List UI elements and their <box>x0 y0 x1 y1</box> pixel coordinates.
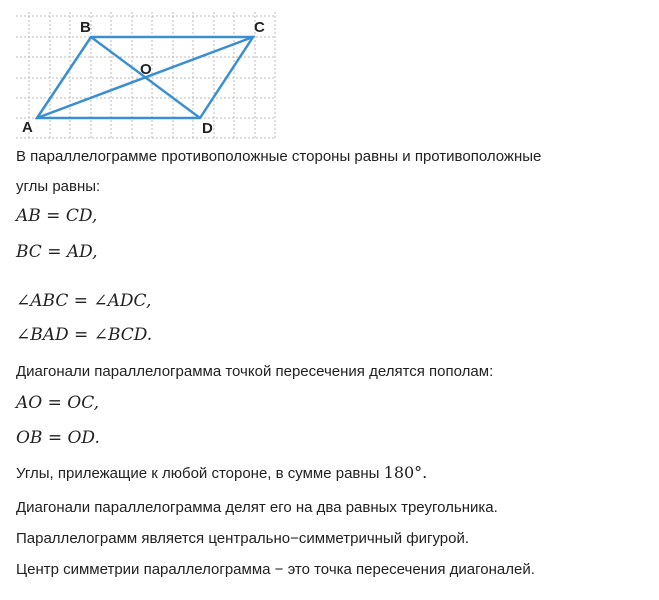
label-d: D <box>202 120 213 137</box>
paragraph-central-symmetry: Параллелограмм является центрально−симметричный фигурой. <box>16 530 470 547</box>
equation-ao-oc: AO = OC, <box>16 393 100 413</box>
label-b: B <box>80 19 91 36</box>
equation-ob-od: OB = OD. <box>16 428 100 448</box>
label-a: A <box>22 119 33 136</box>
paragraph-symmetry-center: Центр симметрии параллелограмма − это точка пересечения диагоналей. <box>16 561 535 578</box>
equation-angle-abc: ∠ABC = ∠ADC, <box>16 291 152 311</box>
label-c: C <box>254 19 265 36</box>
paragraph-sides-angles-cont: углы равны: <box>16 178 101 195</box>
paragraph-diagonals: Диагонали параллелограмма точкой пересечения делятся пополам: <box>16 363 494 380</box>
label-o: O <box>140 61 152 78</box>
paragraph-adjacent-angles <box>16 463 427 482</box>
equation-bc-ad: BC = AD, <box>16 242 98 262</box>
parallelogram-figure <box>14 10 278 142</box>
equation-ab-cd: AB = CD, <box>16 206 98 226</box>
paragraph-two-triangles: Диагонали параллелограмма делят его на два равных треугольника. <box>16 499 498 516</box>
equation-angle-bad: ∠BAD = ∠BCD. <box>16 325 153 345</box>
adjacent-angles-text: Углы, прилежащие к любой стороне, в сумме равны <box>16 465 380 482</box>
paragraph-sides-angles: В параллелограмме противоположные стороны равны и противоположные <box>16 148 542 165</box>
angle-sum-value: 180°. <box>383 463 428 482</box>
